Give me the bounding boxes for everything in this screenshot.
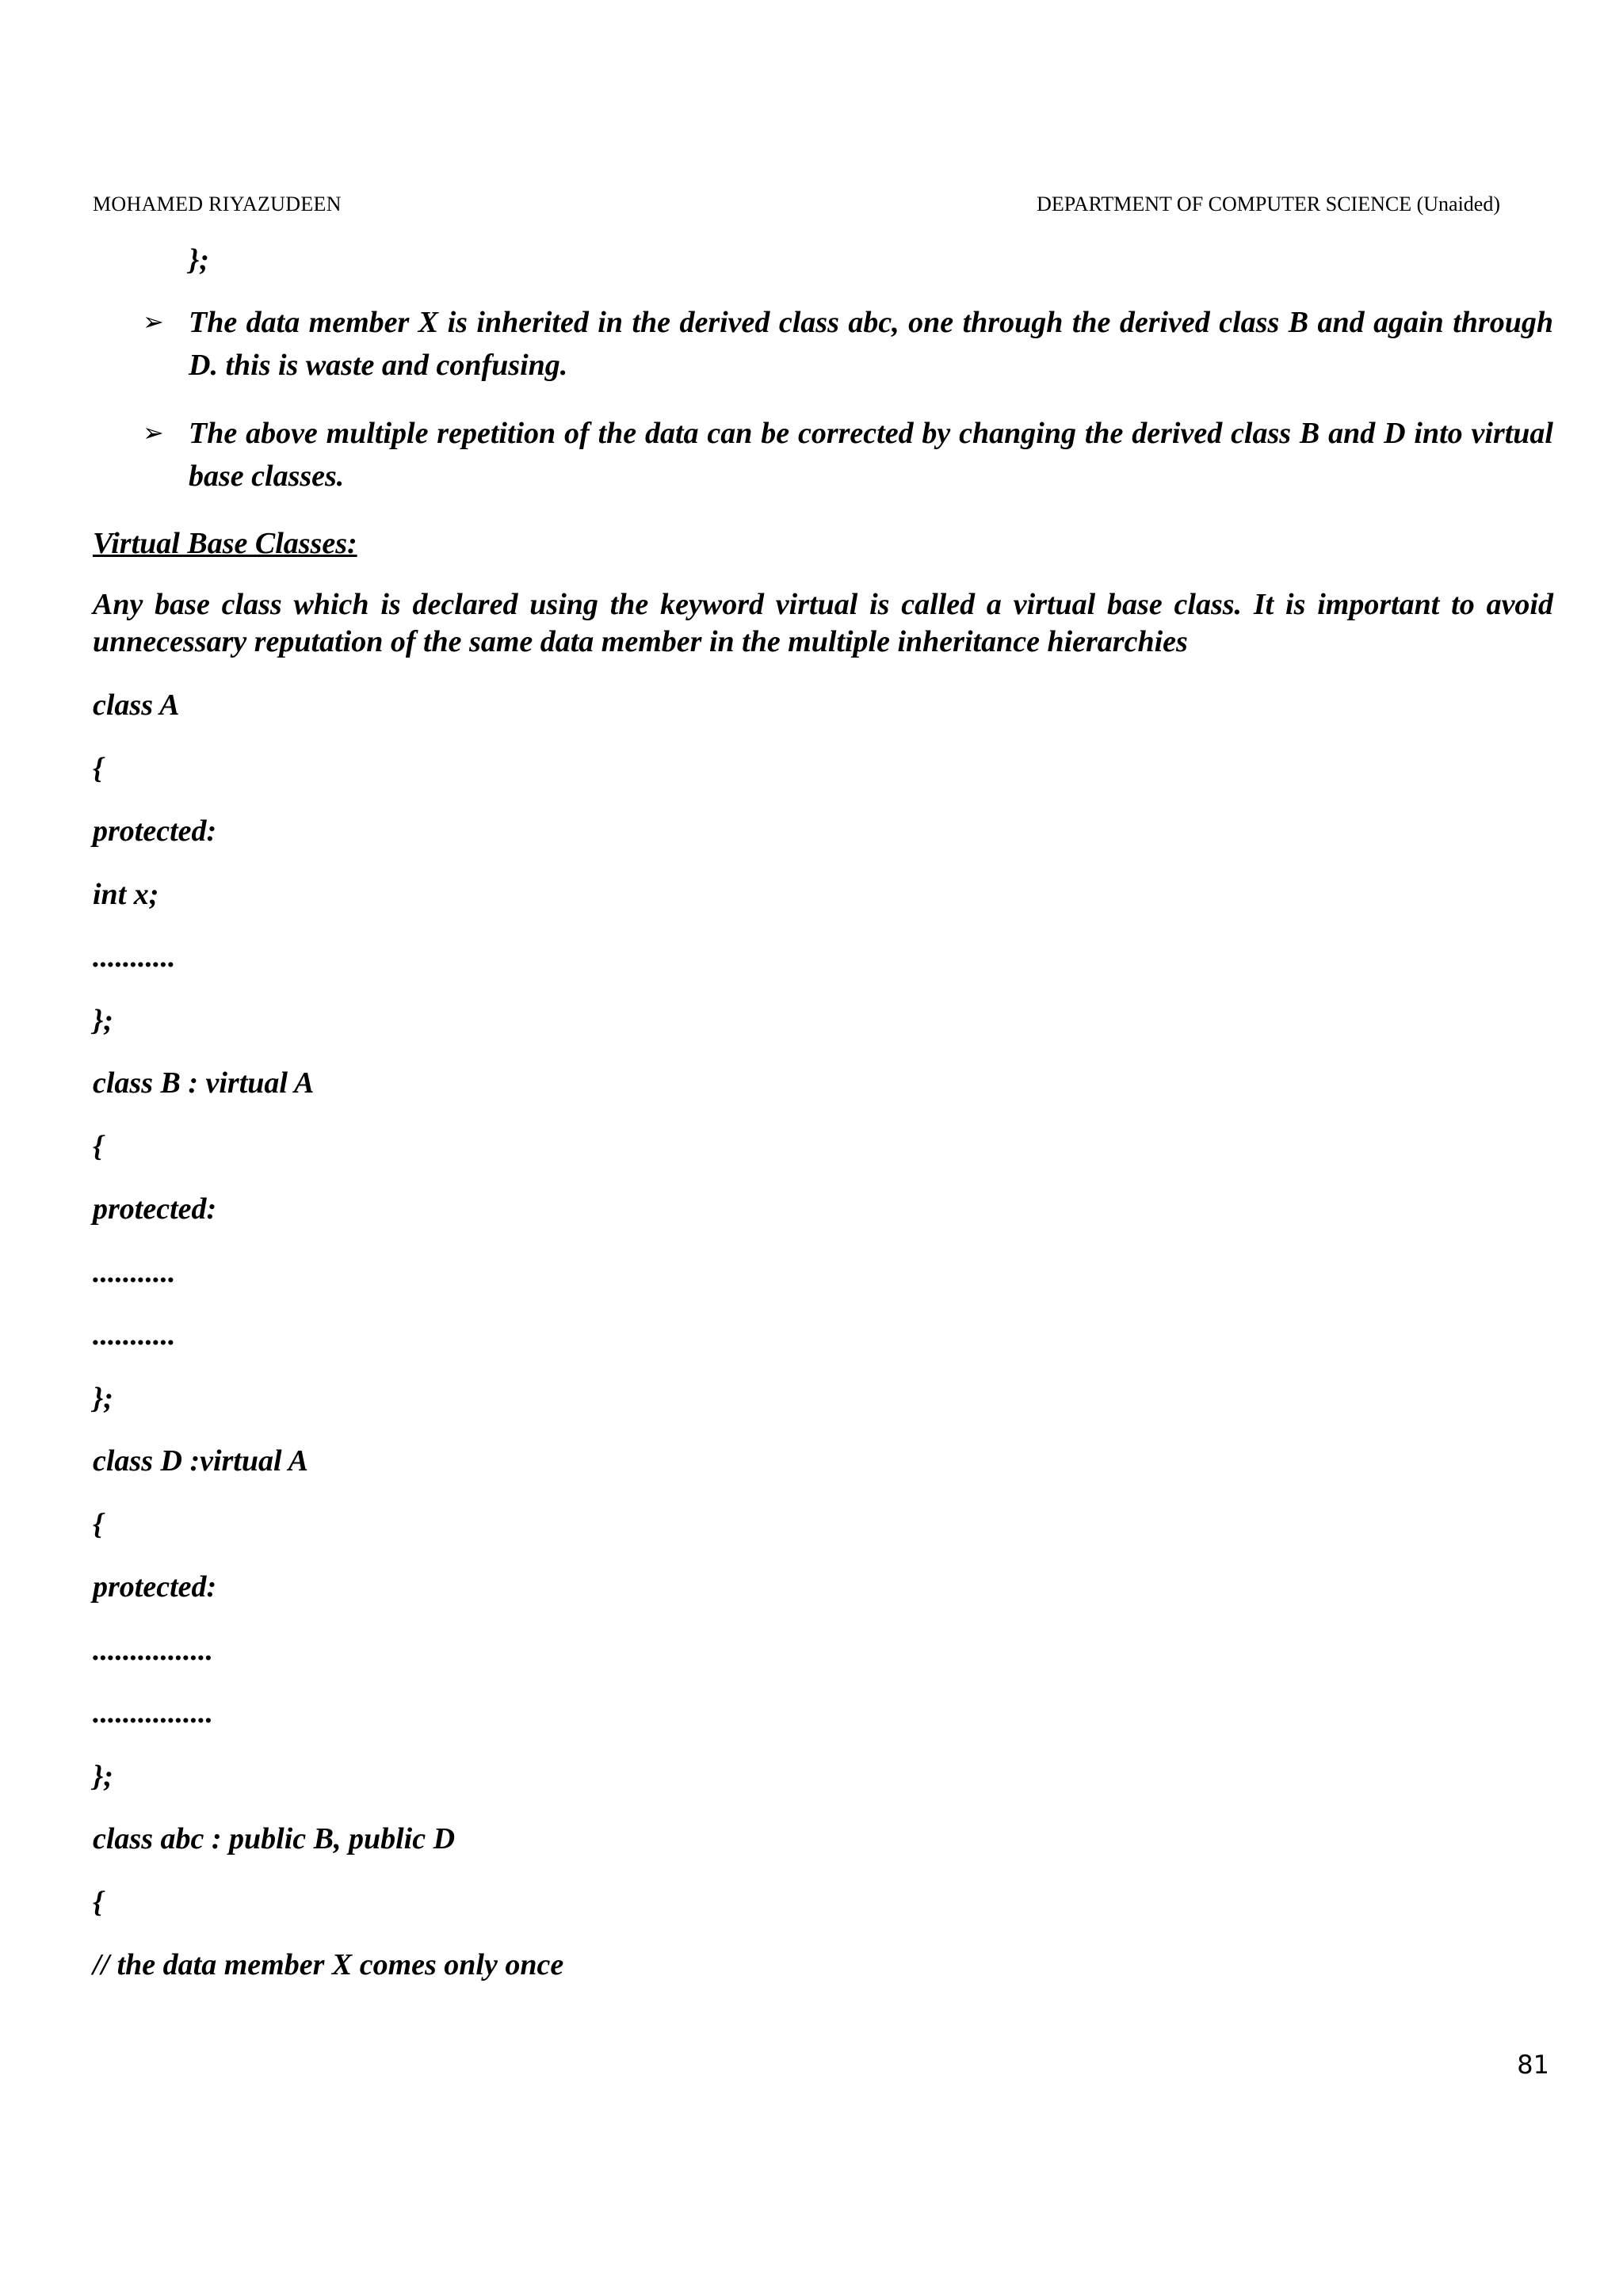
code-line: ........... — [93, 1256, 176, 1289]
header-author: MOHAMED RIYAZUDEEN — [93, 193, 342, 215]
code-line: int x; — [93, 878, 159, 911]
code-line: { — [93, 752, 104, 785]
code-line: ........... — [93, 940, 176, 974]
code-line: ........... — [93, 1318, 176, 1352]
section-heading: Virtual Base Classes: — [93, 527, 357, 560]
code-line: { — [93, 1886, 104, 1919]
arrow-bullet-icon: ➢ — [143, 418, 164, 448]
code-line: ................ — [93, 1696, 213, 1730]
bullet-text: The above multiple repetition of the data can be corrected by changing the derived class B and D into virtual base classes. — [189, 417, 1553, 493]
code-line: // the data member X comes only once — [93, 1948, 564, 1981]
code-line: class A — [93, 688, 180, 722]
code-line: ................ — [93, 1634, 213, 1667]
code-line: class B : virtual A — [93, 1066, 315, 1100]
page-number: 81 — [1517, 2050, 1549, 2080]
arrow-bullet-icon: ➢ — [143, 307, 164, 337]
bullet-text: The data member X is inherited in the derived class abc, one through the derived class B and again through D. this is waste and confusing. — [189, 306, 1553, 382]
code-line: protected: — [93, 814, 217, 848]
code-line: class D :virtual A — [93, 1444, 308, 1478]
code-line: }; — [93, 1760, 113, 1793]
code-continuation-close: }; — [189, 243, 209, 277]
code-line: { — [93, 1508, 104, 1541]
code-line: protected: — [93, 1192, 217, 1226]
code-line: { — [93, 1130, 104, 1163]
header-department: DEPARTMENT OF COMPUTER SCIENCE (Unaided) — [1037, 193, 1500, 215]
code-line: class abc : public B, public D — [93, 1822, 456, 1855]
code-line: protected: — [93, 1570, 217, 1604]
code-line: }; — [93, 1382, 113, 1415]
code-line: }; — [93, 1004, 113, 1037]
body-paragraph: Any base class which is declared using the keyword virtual is called a virtual base class. It is important to avoid unnecessary reputation of the same data member in the multiple inheritance hierarchies — [93, 588, 1553, 658]
